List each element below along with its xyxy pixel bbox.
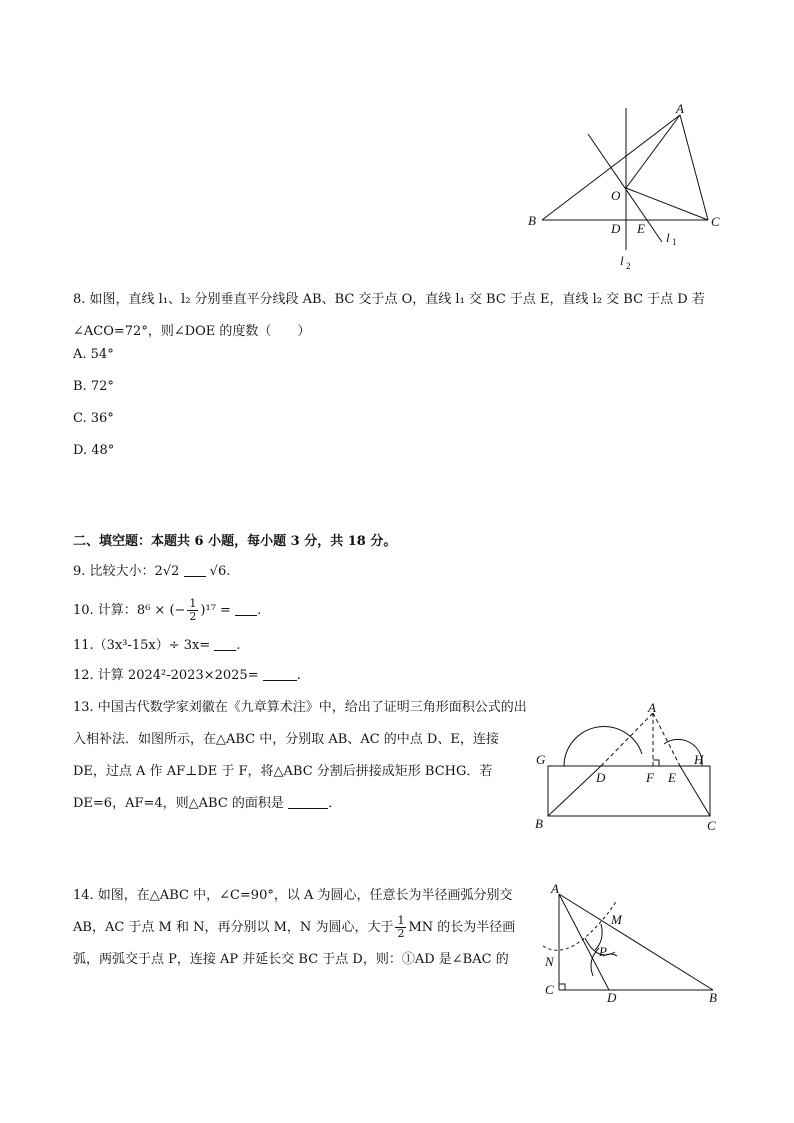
q14-text2: MN 的长为半径画弧，两弧交于点 P，连接 AP 并延长交 BC 于点 D，则：①AD 是∠BAC 的: [73, 920, 516, 967]
q8-option-c[interactable]: C. 36°: [73, 411, 114, 426]
q14-frac-num: 1: [397, 914, 405, 927]
q10-expr2: )¹⁷ =: [200, 603, 231, 618]
q12-suffix: .: [296, 668, 301, 683]
label-l2-sub: 2: [626, 261, 631, 271]
segment-AB: [559, 894, 713, 990]
q8-option-d[interactable]: D. 48°: [73, 443, 115, 458]
label-A: A: [676, 101, 684, 116]
label-l2: l: [620, 253, 624, 268]
q13-text: 13. 中国古代数学家刘徽在《九章算术注》中，给出了证明三角形面积公式的出入相补法．如图所示，在△ABC 中，分别取 AB、AC 的中点 D、E，连接 DE，过点 A 作 AF⊥DE 于 F，将△ABC 分割后拼接成矩形 BCHG．若 DE=6，AF=4，则△ABC 的面积是: [73, 700, 527, 811]
label-H: H: [694, 752, 704, 767]
q11-text: 11.（3x³-15x）÷ 3x=: [73, 638, 211, 653]
label-B: B: [528, 213, 536, 228]
label-B: B: [535, 816, 543, 831]
q10-expr: 8⁶ × (−: [136, 603, 186, 618]
q9-answer-blank[interactable]: [184, 562, 206, 577]
label-P: P: [599, 944, 607, 959]
right-angle-C: [559, 984, 565, 990]
right-angle-F: [653, 760, 659, 766]
q14: [73, 880, 533, 976]
q8-option-b[interactable]: B. 72°: [73, 379, 114, 394]
q10-suffix: .: [257, 603, 262, 618]
q13-answer-blank[interactable]: [288, 794, 328, 809]
q9-prefix: 9. 比较大小：: [73, 564, 155, 579]
q12-answer-blank[interactable]: [263, 666, 297, 681]
segment-OC: [626, 188, 708, 220]
q10-frac-num: 1: [189, 597, 197, 610]
segment-AC: [680, 115, 708, 220]
segment-DA: [601, 713, 653, 766]
q11: [73, 636, 241, 656]
label-D: D: [611, 221, 621, 236]
segment-AD: [559, 894, 609, 990]
label-O: O: [611, 188, 621, 203]
q9-left: 2√2: [154, 564, 180, 579]
q9-suffix: .: [226, 564, 231, 579]
label-l1-sub: 1: [672, 237, 677, 247]
q11-answer-blank[interactable]: [214, 636, 236, 651]
label-A: A: [648, 700, 656, 715]
q10-fraction: [187, 598, 198, 623]
label-C: C: [545, 982, 554, 997]
q8-question-text: 8. 如图，直线 l₁、l₂ 分别垂直平分线段 AB、BC 交于点 O，直线 l₁ 交 BC 于点 E，直线 l₂ 交 BC 于点 D 若 ∠ACO=72°，则∠DOE 的度数（ ）: [73, 292, 705, 339]
q12: [73, 666, 301, 686]
label-N: N: [545, 954, 554, 969]
line-l1: [588, 134, 662, 242]
label-G: G: [536, 752, 546, 767]
q14-fraction: [395, 915, 406, 940]
q8-figure: [520, 100, 730, 275]
segment-OA: [626, 115, 680, 188]
label-l1: l: [666, 230, 670, 245]
q12-text: 12. 计算 2024²-2023×2025=: [73, 668, 259, 683]
q10-prefix: 10. 计算：: [73, 603, 137, 618]
q13-figure: [530, 698, 730, 838]
section-2-title: 二、填空题：本题共 6 小题，每小题 3 分，共 18 分。: [73, 534, 397, 549]
q11-suffix: .: [236, 638, 241, 653]
q14-frac-den: 2: [397, 927, 405, 940]
q10-frac-den: 2: [189, 610, 197, 623]
segment-BD: [548, 766, 601, 816]
label-B: B: [709, 990, 717, 1005]
label-F: F: [646, 770, 654, 785]
label-C: C: [711, 214, 720, 229]
q13-suffix: ．: [328, 796, 342, 811]
label-M: M: [611, 912, 622, 927]
q10-answer-blank[interactable]: [235, 601, 257, 616]
q10: [73, 598, 261, 623]
label-C: C: [707, 818, 716, 833]
label-E: E: [637, 221, 645, 236]
q9-right: √6: [209, 564, 227, 579]
segment-EC: [680, 766, 710, 816]
q9: [73, 562, 230, 582]
q14-text1: 14. 如图，在△ABC 中，∠C=90°，以 A 为圆心，任意长为半径画弧分别交 AB，AC 于点 M 和 N，再分别以 M，N 为圆心，大于: [73, 888, 513, 935]
label-A: A: [551, 881, 559, 896]
arc-left: [564, 726, 642, 766]
q8-option-a[interactable]: A. 54°: [73, 347, 114, 362]
q14-figure: [535, 880, 735, 1010]
label-D: D: [607, 990, 617, 1005]
label-D: D: [596, 770, 606, 785]
label-E: E: [668, 770, 676, 785]
rectangle-BCHG: [548, 766, 710, 816]
q13: [73, 692, 533, 820]
